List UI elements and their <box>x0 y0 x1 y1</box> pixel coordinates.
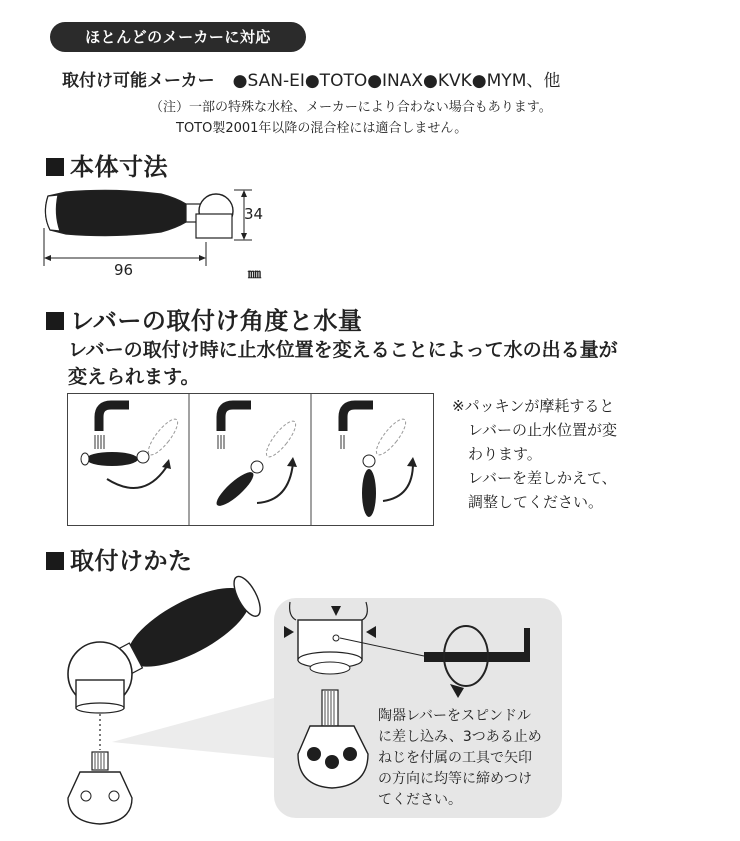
lever-hub <box>363 455 375 467</box>
height-value: 34 <box>244 205 264 223</box>
compatible-makers <box>62 66 560 91</box>
lever-horizontal <box>86 452 138 466</box>
arrow-down-icon <box>331 606 341 616</box>
section-lever-title: レバーの取付け角度と水量 <box>46 301 362 336</box>
lever-hub <box>251 461 263 473</box>
zoom-wedge <box>112 698 274 758</box>
lever-handle-outline <box>45 190 186 235</box>
spindle-detail <box>322 690 338 726</box>
note-line-2: TOTO製2001年以降の混合栓には適合しません。 <box>176 121 468 136</box>
square-bullet-icon <box>46 312 64 330</box>
makers-list: ●SAN-EI●TOTO●INAX●KVK●MYM、他 <box>232 71 561 91</box>
unit-label: ㎜ <box>248 267 262 282</box>
valve-body-detail <box>294 724 374 794</box>
valve-body <box>68 772 132 824</box>
hex-key-tool <box>424 628 530 662</box>
section-install-title: 取付けかた <box>46 541 193 576</box>
spindle <box>92 752 108 770</box>
set-screw <box>333 635 339 641</box>
ceramic-handle <box>110 572 268 686</box>
lever-angle-panels <box>67 393 435 527</box>
lever-hub <box>137 451 149 463</box>
arrow-left-icon <box>366 626 376 638</box>
lever-vertical <box>362 469 376 517</box>
note-line-1: （注）一部の特殊な水栓、メーカーにより合わない場合もあります。 <box>150 100 552 115</box>
packing-wear-note: ※パッキンが摩耗すると レバーの止水位置が変 わります。 レバーを差しかえて、 調整してください。 <box>452 397 617 511</box>
square-bullet-icon <box>46 158 64 176</box>
section-dimensions-title: 本体寸法 <box>46 147 168 182</box>
width-value: 96 <box>114 261 134 279</box>
arrow-right-icon <box>284 626 294 638</box>
install-instructions: 陶器レバーをスピンドル に差し込み、3つある止め ねじを付属の工具で矢印 の方向に均等に締めつけ てください。 <box>378 708 542 808</box>
compatibility-banner: ほとんどのメーカーに対応 <box>50 22 306 52</box>
dimension-diagram <box>36 178 276 278</box>
square-bullet-icon <box>46 552 64 570</box>
lever-description: レバーの取付け時に止水位置を変えることによって水の出る量が 変えられます。 <box>68 339 618 388</box>
spindle-socket <box>196 214 232 238</box>
makers-label: 取付け可能メーカー <box>62 71 215 91</box>
